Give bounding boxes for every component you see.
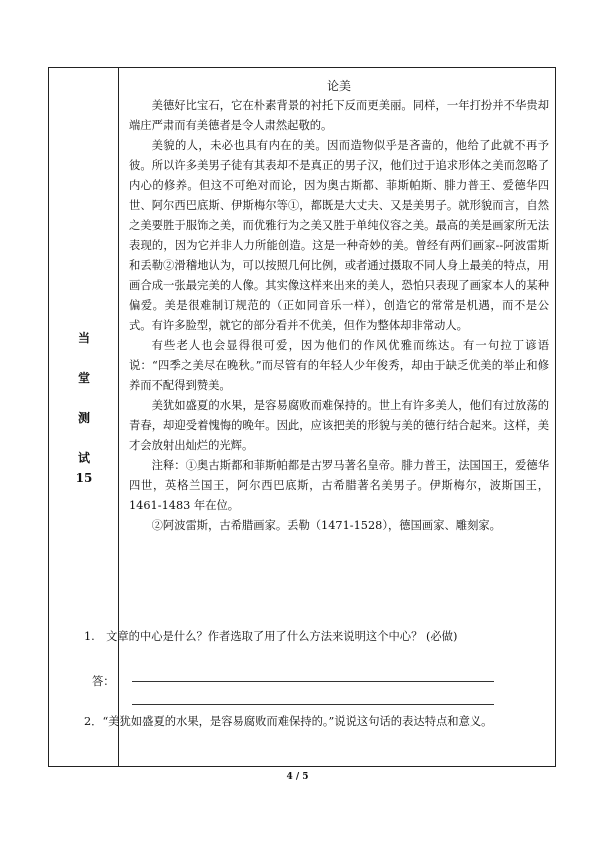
answer-line[interactable] [132,704,494,705]
side-label-char: 堂 [77,371,90,385]
article-note: 注释：①奥古斯都和菲斯帕都是古罗马著名皇帝。腓力普王，法国国王，爱德华四世，英格兰国王，阿尔西巴底斯，古希腊著名美男子。伊斯梅尔，波斯国王，1461-1483 年在位。 [129,459,549,512]
article-note: ②阿波雷斯，古希腊画家。丢勒（1471-1528），德国画家、雕刻家。 [151,519,501,532]
article-paragraph: 美貌的人，未必也具有内在的美。因而造物似乎是吝啬的，他给了此就不再予彼。所以许多美男子徒有其表却不是真正的男子汉，他们过于追求形体之美而忽略了内心的修养。但这不可绝对而论，因为奥古斯都、菲斯帕斯、腓力普王、爱德华四世、阿尔西巴底斯、伊斯梅尔等①，都既是大丈夫、又是美男子。就形貌而言，自然之美要胜于服饰之美，而优雅行为之美又胜于单纯仪容之美。最高的美是画家所无法表现的，因为它并非人力所能创造。这是一种奇妙的美。曾经有两们画家--阿波雷斯和丢勒②滑稽地认为，可以按照几何比例，或者通过摄取不同人身上最美的特点，用画合成一张最完美的人像。其实像这样来出来的美人，恐怕只表现了画家本人的某种偏爱。美是很难制订规范的（正如同音乐一样），创造它的常常是机遇，而不是公式。有许多脸型，就它的部分看并不优美，但作为整体却非常动人。 [129,139,549,332]
side-label-char: 测 [77,411,90,425]
exercise-table [48,67,556,767]
side-column [49,68,119,766]
question-2: 2．“美犹如盛夏的水果，是容易腐败而难保持的。”说说这句话的表达特点和意义。 [84,715,493,728]
article-paragraph: 有些老人也会显得很可爱，因为他们的作风优雅而练达。有一句拉丁谚语说：“四季之美尽在晚秋。”而尽管有的年轻人少年俊秀，却由于缺乏优美的举止和修养而不配得到赞美。 [129,339,549,392]
side-label-char: 试 [77,451,90,465]
answer-label: 答： [92,675,115,688]
article-paragraph: 美犹如盛夏的水果，是容易腐败而难保持的。世上有许多美人，他们有过放荡的青春，却迎受着愧悔的晚年。因此，应该把美的形貌与美的德行结合起来。这样，美才会放射出灿烂的光辉。 [129,399,549,452]
page-number: 4 / 5 [286,772,309,782]
article-title: 论美 [326,79,351,93]
article-paragraph: 美德好比宝石，它在朴素背景的衬托下反而更美丽。同样，一年打扮并不华贵却端庄严肃而有美德者是令人肃然起敬的。 [129,99,549,132]
article [129,74,549,536]
question-1: 1. 文章的中心是什么？作者选取了用了什么方法来说明这个中心？ (必做) [84,630,458,643]
side-label-number: 15 [75,471,93,485]
side-label-char: 当 [77,331,90,345]
answer-line[interactable] [132,681,494,682]
